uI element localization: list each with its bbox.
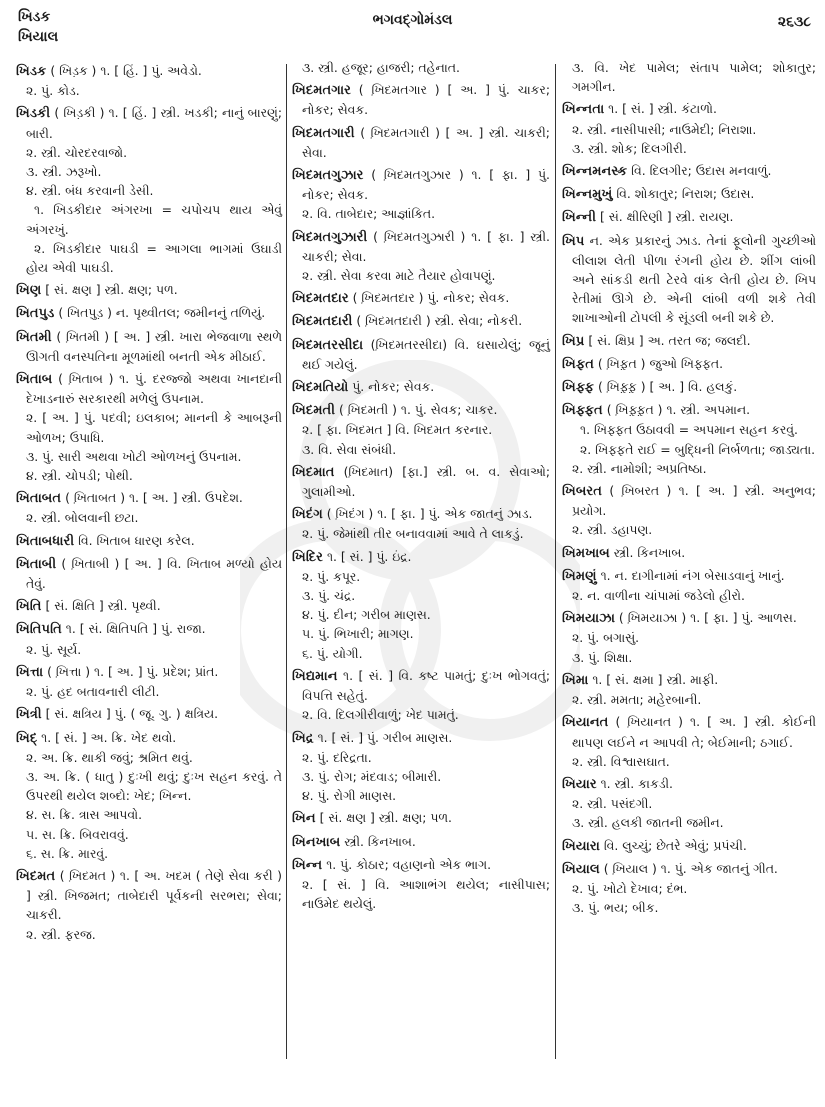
definition-text: ૩. સ્ત્રી. હજૂર; હાજરી; તહેનાત. [302,60,460,75]
dictionary-entry [562,207,816,227]
definition-text: ૨. પું. કપૂર. [302,568,361,584]
dictionary-entry [16,619,282,639]
definition-text: ૪. સ. ક્રિ. ત્રાસ આપવો. [26,807,143,823]
definition-text: ૧. [ સં. ] પું. ઇંદ્ર. [323,548,412,564]
sense-line [292,440,550,459]
definition-text: ( ખિ઼દમતી ) ૧. પું. સેવક; ચાકર. [335,402,498,418]
dictionary-entry [562,836,816,856]
definition-text: ( ખિડ઼કી ) ૧. [ હિં. ] સ્ત્રી. ખડકી; નાનું બારણું; બારી. [26,105,282,141]
headword: ખિતાબી [16,556,57,572]
definition-text: [ સં. ક્ષણ ] સ્ત્રી. ક્ષણ; પળ. [41,282,178,298]
definition-text: ૩. વિ. ખેદ પામેલ; સંતાપ પામેલ; શોકાતુર; ગમગીન. [572,60,816,95]
definition-text: ૨. વિ. તાબેદાર; આજ્ઞાંકિત. [302,206,436,222]
definition-text: [ સં. ક્ષિતિ ] સ્ત્રી. પૃથ્વી. [41,598,161,614]
headword: ખિતાબત [16,491,62,507]
headword: ખિદમતગુઝાર [292,168,364,184]
definition-text: ૩. પું. શિક્ષા. [572,649,633,665]
definition-text: ૨. [ ફા. ખિદમત ] વિ. ખિદમત કરનાર. [302,422,493,438]
dictionary-entry [562,859,816,879]
dictionary-entry [562,400,816,420]
definition-text: ( ખિ઼દંગ ) ૧. [ ફા. ] પું. એક જાતનું ઝાડ. [322,506,533,522]
headword: ખિત્તા [16,664,44,680]
headword: ખિયાનત [562,715,609,731]
dictionary-entry [16,554,282,593]
definition-text: ( ખિ઼તાબી ) [ અ. ] વિ. ખિતાબ મળ્યો હોય તેવું. [26,555,282,592]
headword: ખિદમતરસીદા [292,337,364,353]
sense-line [292,624,550,643]
headword: ખિદમત [16,868,56,884]
definition-text: ( ખિ઼દમતગુઝાર ) ૧. [ ફા. ] પું. નોકર; સેવક. [302,167,550,203]
dictionary-entry [562,331,816,351]
headword: ખિતમી [16,329,52,345]
headword: ખિનખાબ [292,834,341,850]
definition-text: ૧. [ સં. ] પું. ગરીબ માણસ. [313,729,453,745]
definition-text: ( ખિ઼મયાઝા ) ૧. [ ફા. ] પું. આળસ. [614,610,797,626]
definition-text: ૨. પું. સૂર્ય. [26,641,82,657]
definition-text: ૨. સ્ત્રી. બોલવાની છટા. [26,510,139,526]
headword: ખિન્ની [562,210,597,226]
dictionary-entry [292,311,550,331]
dictionary-entry [16,280,282,300]
sense-line [562,813,816,832]
definition-text: વિ. દિલગીર; ઉદાસ મનવાળું. [627,163,772,179]
definition-text: વિ. શોકાતુર; નિરાશ; ઉદાસ. [612,186,755,202]
headword: ખિદ્ર [292,730,314,746]
definition-text: ( ખિ઼દમતગારી ) [ અ. ] સ્ત્રી. ચાકરી; સેવા. [302,124,550,160]
headword: ખિન્નમુખું [562,187,613,203]
dictionary-entry [562,774,816,794]
headword: ખિતિ [16,599,42,615]
dictionary-entry [16,327,282,366]
definition-text: ( ખિ઼બરત ) ૧. [ અ. ] સ્ત્રી. અનુભવ; પ્રયોગ. [572,483,816,519]
dictionary-entry [562,161,816,181]
definition-text: ૪. સ્ત્રી. ચોપડી; પોથી. [26,468,133,484]
column-3 [562,58,816,917]
dictionary-entry [16,103,282,142]
definition-text: ( ખિ઼તાબ ) ૧. પું. દરજ્જો અથવા ખાનદાની દેખાડનારું સરકારથી મળેલું ઉપનામ. [26,371,282,407]
definition-text: ૨. સ્ત્રી. પસંદગી. [572,796,653,812]
sense-line [562,879,816,898]
definition-text: ૩. પું. ભય; બીક. [572,900,659,916]
headword: ખિન્નમનસ્ક [562,164,628,180]
page-number: ૨૬૩૮ [777,14,811,30]
definition-text: ૨. સ્ત્રી. ફરજ. [26,926,96,942]
definition-text: ૧. સ્ત્રી. કાકડી. [596,775,674,791]
definition-text: ૨. પું. જેમાંથી તીર બનાવવામાં આવે તે લાકડું. [302,526,524,542]
dictionary-entry [562,566,816,586]
definition-text: ૧. ખિડકીદાર અંગરખા = ચપોચપ થાય એવું અંગરખું. [26,202,282,237]
headword: ખિદ્યમાન [292,668,338,684]
sense-line [16,508,282,527]
sense-line [292,875,550,913]
definition-text: ૩. પું. સારી અથવા ખોટી ઓળખનું ઉપનામ. [26,448,242,464]
definition-text: ૨. [ સં. ] વિ. આશાભંગ થયેલ; નાસીપાસ; નાઉમેદ થયેલું. [302,876,550,912]
definition-text: ૨. ખિડકીદાર પાઘડી = આગલા ભાગમાં ઉઘાડી હોય એવી પાઘડી. [26,240,282,276]
sense-line [562,120,816,139]
definition-text: ( ખિડ઼ક ) ૧. [ હિં. ] પું. અવેડો. [46,63,202,78]
definition-text: ( ખિ઼યાનત ) ૧. [ અ. ] સ્ત્રી. કોઈની થાપણ લઈને ન આપવી તે; બેઈમાની; ઠગાઈ. [572,714,816,750]
sense-line [562,520,816,539]
dictionary-entry [292,666,550,705]
definition-text: ૩. પું. ચંદ્ર. [302,588,356,604]
dictionary-entry [292,288,550,308]
definition-text: ૨. સ્ત્રી. નાસીપાસી; નાઉમેદી; નિરાશા. [572,121,757,137]
definition-text: ( ખિ઼ફ઼ત ) જુઓ ખિફ્ફત. [593,355,724,371]
headword: ખિત્રી [16,707,42,723]
definition-text: ૩. સ્ત્રી. શોક; દિલગીરી. [572,140,687,156]
sense-line [562,628,816,647]
headword: ખિયારા [562,838,600,854]
headword: ખિફ્ફત [562,403,603,419]
definition-text: ૬. સ. ક્રિ. મારવું. [26,845,109,861]
headword: ખિદંગ [292,507,323,523]
dictionary-entry [292,165,550,204]
definition-text: ૨. પું. હદ બતાવનારી લીટી. [26,684,160,700]
definition-text: ૨. સ્ત્રી. વિશ્વાસઘાત. [572,753,670,769]
sense-line [16,682,282,701]
headword: ખિપ [562,233,585,249]
headword: ખિતિપતિ [16,622,62,638]
definition-text: ( ખિ઼ફ઼્ફ઼ત ) ૧. સ્ત્રી. અપમાન. [602,402,751,418]
sense-line [292,586,550,605]
sense-line [16,143,282,162]
dictionary-entry [292,808,550,828]
dictionary-entry [16,704,282,724]
definition-text: ૨. અ. ક્રિ. થાકી જવું; શ્રમિત થવું. [26,749,193,765]
dictionary-entry [292,80,550,119]
definition-text: ૫. પું. ભિખારી; માગણ. [302,626,414,642]
sense-line [292,605,550,624]
sense-line [16,825,282,844]
sense-line [562,648,816,667]
sense-line [292,786,550,805]
definition-text: વિ. લુચ્ચું; છેતરે એવું; પ્રપંચી. [599,837,747,853]
sense-line [292,748,550,767]
dictionary-entry [292,832,550,852]
definition-text: ૬. પું. યોગી. [302,645,363,661]
sense-line [292,644,550,663]
definition-text: સ્ત્રી. કિનખાબ. [340,833,416,849]
definition-text: ૩. સ્ત્રી. હલકી જાતની જમીન. [572,815,724,831]
sense-line [16,81,282,100]
definition-text: ૧. ખિફ્ફત ઉઠાવવી = અપમાન સહન કરવું. [580,422,798,438]
sense-line [16,162,282,181]
sense-line [562,690,816,709]
definition-text: ૨. ખિફ્ફતે રાઈ = બુદ્ધિની નિર્બળતા; જાડ્યતા. [580,441,816,457]
headword: ખિન [292,811,316,827]
definition-text: સ્ત્રી. કિનખાબ. [609,544,686,560]
dictionary-entry [562,377,816,397]
dictionary-entry [562,354,816,374]
headword: ખિન્નતા [562,102,605,118]
sense-line [16,767,282,805]
dictionary-entry [562,670,816,690]
definition-text: ( ખિ઼દમતગાર ) [ અ. ] પું. ચાકર; નોકર; સેવક. [302,82,550,118]
sense-line [292,767,550,786]
definition-text: [ સં. ક્ષિપ્ર ] અ. તરત જ; જલદી. [584,332,751,348]
dictionary-entry [16,728,282,748]
dictionary-entry [292,377,550,397]
definition-text: ન. એક પ્રકારનું ઝાડ. તેનાં ફૂલોની ગુચ્છીઓ લીલાશ લેતી પીળા રંગની હોય છે. શીંગ લાંબી અને સાંકડી થતી ટેરવે વાંક લેતી હોય છે. ખિપ રેતીમાં ઊગે છે. એની લાંબી વળી શકે તેવી શાખાઓની ટોપલી કે સૂંડલી બની શકે છે. [572,232,816,326]
column-1 [16,58,282,944]
column-divider [555,64,556,1059]
headword: ખિપ્ર [562,333,585,349]
headword: ખિફત [562,356,594,372]
headword: ખિફ્ફ [562,380,594,396]
headword: ખિડક [16,64,47,79]
idiom-line [562,420,816,439]
definition-text: ૧. ન. દાગીનામાં નંગ બેસાડવાનું ખાનું. [596,567,785,583]
sense-line [292,567,550,586]
definition-text: (ખિ઼દમતરસીદા) વિ. ઘસાયેલું; જૂનું થઈ ગયેલું. [302,336,550,372]
headword: ખિદમાત [292,464,335,480]
dictionary-entry [292,462,550,501]
definition-text: ૨. સ્ત્રી. નામોશી; અપ્રતિષ્ઠા. [572,460,707,476]
sense-line [16,925,282,944]
definition-text: ( ખિ઼ફ઼્ફ઼ ) [ અ. ] વિ. હલકું. [594,379,738,395]
definition-text: ૨. સ્ત્રી. સેવા કરવા માટે તૈયાર હોવાપણું. [302,268,496,284]
definition-text: ૨. વિ. દિલગીરીવાળું; ખેદ પામતું. [302,707,459,723]
dictionary-entry [292,335,550,374]
dictionary-entry [16,662,282,682]
definition-text: ૨. સ્ત્રી. ચોરદરવાજો. [26,144,128,160]
definition-text: ( ખિ઼દમત ) ૧. [ અ. ખદમ ( તેણે સેવા કરી ) ] સ્ત્રી. ખિજમત; તાબેદારી પૂર્વકની સરભરા; સેવા; ચાકરી. [26,867,282,923]
headword: ખિતાબધારી [16,533,75,549]
sense-line [292,58,550,77]
dictionary-entry [292,855,550,875]
sense-line [562,794,816,813]
definition-text: ૧. પું. કોઠાર; વહાણનો એક ભાગ. [322,856,492,872]
headword: ખિતપુડ [16,306,55,322]
dictionary-entry [562,99,816,119]
dictionary-entry [16,596,282,616]
dictionary-entry [16,488,282,508]
definition-text: [ સં. ક્ષીરિણી ] સ્ત્રી. રાયણ. [596,209,734,225]
definition-text: ૧. [ સં. ] વિ. કષ્ટ પામતું; દુઃખ ભોગવતું; વિપત્તિ સહેતું. [302,667,550,704]
definition-text: ૨. [ અ. ] પું. પદવી; ઇલકાબ; માનની કે આબરૂની ઓળખ; ઉપાધિ. [26,410,282,445]
dictionary-entry [562,543,816,563]
headword: ખિડકી [16,106,51,122]
sense-line [562,898,816,917]
headword: ખિમા [562,672,589,688]
headword: ખિણ [16,283,42,299]
headword: ખિયાર [562,776,597,792]
headword: ખિન્ન [292,857,323,873]
definition-text: ( ખિ઼ત્તા ) ૧. [ અ. ] પું. પ્રદેશ; પ્રાંત. [43,663,219,679]
dictionary-entry [292,400,550,420]
sense-line [16,408,282,446]
definition-text: ( ખિ઼તમી ) [ અ. ] સ્ત્રી. ખારા ભેજવાળા સ્થળે ઊગતી વનસ્પતિના મૂળમાંથી બનતી એક મીઠાઈ. [26,328,282,364]
definition-text: ૧. [ સં. ] સ્ત્રી. કંટાળો. [604,101,717,117]
definition-text: ૨. સ્ત્રી. મમતા; મહેરબાની. [572,692,702,708]
definition-text: ( ખિ઼તાબત ) ૧. [ અ. ] સ્ત્રી. ઉપદેશ. [61,490,243,506]
definition-text: ( ખિ઼દમતગુઝારી ) ૧. [ ફા. ] સ્ત્રી. ચાકરી; સેવા. [302,228,550,264]
dictionary-entry [292,504,550,524]
idiom-line [562,440,816,459]
headword: ખિમણું [562,568,597,584]
dictionary-entry [562,184,816,204]
headword: ખિદમતદાર [292,291,349,307]
dictionary-entry [292,227,550,266]
dictionary-entry [16,61,282,81]
definition-text: ૩. અ. ક્રિ. ( ધાતુ ) દુઃખી થવું; દુઃખ સહન કરવું. તે ઉપરથી થયેલ શબ્દો: ખેદ; ખિન્ન. [26,768,282,804]
dictionary-entry [16,866,282,925]
sense-line [16,181,282,200]
definition-text: ૨. પું. કોડ. [26,83,80,99]
dictionary-entry [562,231,816,328]
definition-text: ( ખિ઼દમતદાર ) પું. નોકર; સેવક. [348,290,510,306]
headword: ખિદમતગાર [292,83,351,99]
headword: ખિદમતી [292,403,336,419]
headword: ખિતાબ [16,372,53,388]
definition-text: [ સં. ક્ષત્રિય ] પું. ( જૂ. ગુ. ) ક્ષત્રિય. [41,706,219,722]
definition-text: ૩. સ્ત્રી. ઝરૂખો. [26,164,102,180]
headword: ખિદમતગારી [292,125,355,141]
sense-line [16,447,282,466]
sense-line [562,752,816,771]
headword: ખિદમતિયો [292,380,349,396]
dictionary-entry [16,369,282,408]
definition-text: ૨. સ્ત્રી. ડહાપણ. [572,522,653,538]
guide-word-last: ખિયાલ [18,29,59,45]
definition-text: ૪. સ્ત્રી. બંધ કરવાની ડેસી. [26,183,154,199]
headword: ખિયાલ [562,861,600,877]
definition-text: ૪. પું. રોગી માણસ. [302,788,397,804]
sense-line [292,204,550,223]
definition-text: ( ખિતપુડ઼ ) ન. પૃથ્વીતલ; જમીનનું તળિયું. [54,305,266,321]
dictionary-entry [292,728,550,748]
idiom-line [16,200,282,238]
definition-text: ૨. પું. બગાસું. [572,630,640,646]
dictionary-entry [16,531,282,551]
sense-line [562,58,816,96]
headword: ખિમખાબ [562,545,610,561]
sense-line [562,139,816,158]
sense-line [292,705,550,724]
sense-line [16,748,282,767]
definition-text: ૫. સ. ક્રિ. બિવરાવવું. [26,826,129,842]
definition-text: ૨. પું. ખોટો દેખાવ; દંભ. [572,880,688,896]
column-divider [286,64,287,1059]
column-2 [292,58,550,913]
headword: ખિદિર [292,549,323,565]
idiom-line [16,239,282,277]
dictionary-entry [292,123,550,162]
definition-text: ( ખિ઼યાલ ) ૧. પું. એક જાતનું ગીત. [599,860,778,876]
definition-text: ૧. [ સં. ક્ષિતિપતિ ] પું. રાજા. [61,621,206,637]
definition-text: (ખિ઼દમાત) [ફા.] સ્ત્રી. બ. વ. સેવાઓ; ગુલામીઓ. [302,463,550,500]
definition-text: ૧. [ સં. ] અ. ક્રિ. ખેદ થવો. [37,729,177,745]
definition-text: ૨. પું. દરિદ્રતા. [302,749,372,765]
sense-line [292,266,550,285]
definition-text: ૧. [ સં. ક્ષમા ] સ્ત્રી. માફી. [588,671,719,687]
definition-text: ૨. ન. વાળીના ચાંપામાં જડેલો હીરો. [572,588,745,604]
definition-text: ( ખિ઼દમતદારી ) સ્ત્રી. સેવા; નોકરી. [352,313,523,329]
headword: ખિમયાઝા [562,611,615,627]
sense-line [16,844,282,863]
dictionary-entry [292,547,550,567]
definition-text: ૩. પું. રોગ; મંદવાડ; બીમારી. [302,768,442,784]
definition-text: [ સં. ક્ષણ ] સ્ત્રી. ક્ષણ; પળ. [315,810,452,826]
headword: ખિદમતગુઝારી [292,229,368,245]
sense-line [562,459,816,478]
dictionary-entry [16,303,282,323]
sense-line [16,466,282,485]
dictionary-entry [562,608,816,628]
guide-word-first: ખિડક [18,9,51,25]
definition-text: ૩. વિ. સેવા સંબંધી. [302,441,397,457]
dictionary-entry [562,481,816,520]
definition-text: પું. નોકર; સેવક. [348,379,435,395]
definition-text: વિ. ખિતાબ ધારણ કરેલ. [74,532,195,548]
headword: ખિદમતદારી [292,314,353,330]
sense-line [16,805,282,824]
sense-line [292,420,550,439]
dictionary-entry [562,712,816,751]
sense-line [292,524,550,543]
headword: ખિબરત [562,484,602,500]
definition-text: ૪. પું. દીન; ગરીબ માણસ. [302,607,431,623]
headword: ખિદ્ [16,730,38,746]
sense-line [16,640,282,659]
page-title: ભગવદ્ગોમંડલ [372,12,453,28]
sense-line [562,586,816,605]
